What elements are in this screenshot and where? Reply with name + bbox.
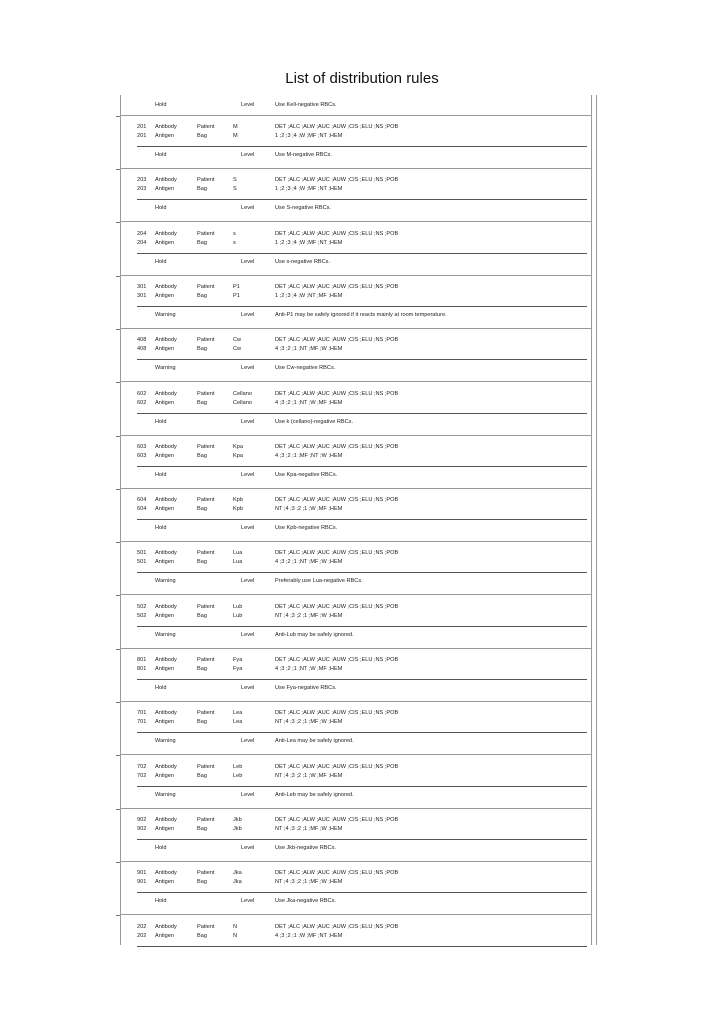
group-separator (121, 221, 591, 222)
item-antigen: Kpa (233, 452, 243, 459)
action-text: Anti-P1 may be safely ignored if it reacts mainly at room temperature. (275, 311, 447, 318)
action-text: Use M-negative RBCs. (275, 152, 332, 158)
action-text: Use s-negative RBCs. (275, 258, 331, 265)
item-antigen: Cellano (233, 390, 252, 397)
group-separator (121, 328, 591, 329)
item-source: Patient (197, 550, 215, 557)
item-antigen: Lua (233, 550, 243, 557)
rule-number: 501 (137, 559, 147, 566)
item-source: Bag (197, 719, 207, 726)
item-source: Patient (197, 337, 215, 344)
row-separator (137, 892, 587, 893)
action-type: Hold (155, 152, 167, 158)
item-antigen: Jka (233, 879, 242, 886)
item-source: Bag (197, 186, 207, 193)
item-source: Bag (197, 612, 207, 619)
item-tests: 4 ;3 ;2 ;1 ;NT ;MF ;W ;HEM (275, 559, 343, 566)
rule-number: 202 (137, 923, 147, 930)
action-text: Use Jkb-negative RBCs. (275, 844, 336, 851)
group-tick (116, 276, 120, 277)
group-separator (121, 381, 591, 382)
rule-number: 204 (137, 239, 147, 246)
group-tick (116, 702, 120, 703)
item-source: Bag (197, 292, 207, 299)
item-antigen: Fya (233, 666, 243, 672)
item-type: Antibody (155, 124, 177, 130)
item-type: Antigen (155, 932, 174, 939)
action-text: Anti-Leb may be safely ignored. (275, 791, 354, 798)
action-text: Use Kpb-negative RBCs. (275, 525, 338, 532)
item-tests: DET ;ALC ;ALW ;AUC ;AUW ;CIS ;ELU ;NS ;POB (275, 923, 399, 930)
item-antigen: s (233, 230, 236, 237)
item-tests: DET ;ALC ;ALW ;AUC ;AUW ;CIS ;ELU ;NS ;POB (275, 763, 399, 770)
group-separator (121, 594, 591, 595)
item-antigen: Jkb (233, 825, 242, 832)
item-type: Antibody (155, 283, 177, 290)
rule-number: 301 (137, 283, 147, 290)
item-tests: NT ;4 ;3 ;2 ;1 ;MF ;W ;HEM (275, 719, 343, 726)
item-type: Antigen (155, 879, 174, 886)
item-source: Patient (197, 870, 215, 877)
item-type: Antibody (155, 177, 177, 184)
rule-number: 408 (137, 346, 147, 353)
action-text: Use k (cellano)-negative RBCs. (275, 418, 354, 425)
action-level: Level (241, 311, 255, 318)
action-type: Hold (155, 258, 167, 265)
item-type: Antigen (155, 133, 174, 139)
rule-number: 502 (137, 603, 147, 610)
table-row (0, 611, 724, 621)
row-separator (137, 253, 587, 254)
action-row (0, 470, 724, 480)
action-row (0, 257, 724, 267)
page-title: List of distribution rules (285, 70, 439, 87)
group-separator (121, 488, 591, 489)
item-antigen: Kpb (233, 506, 243, 513)
rule-number: 702 (137, 772, 147, 779)
row-separator (137, 732, 587, 733)
row-separator (137, 413, 587, 414)
action-type: Hold (155, 685, 167, 691)
group-separator (121, 115, 591, 116)
item-antigen: Jkb (233, 816, 242, 823)
item-type: Antigen (155, 399, 174, 406)
group-separator (121, 808, 591, 809)
rule-number: 801 (137, 657, 147, 663)
item-antigen: N (233, 932, 238, 939)
item-tests: DET ;ALC ;ALW ;AUC ;AUW ;CIS ;ELU ;NS ;POB (275, 230, 399, 237)
rule-number: 604 (137, 506, 147, 513)
group-separator (121, 754, 591, 755)
item-antigen: Jka (233, 870, 242, 877)
row-separator (137, 466, 587, 467)
row-separator (137, 946, 587, 947)
rule-number: 603 (137, 443, 147, 450)
item-type: Antibody (155, 443, 177, 450)
rule-number: 602 (137, 390, 147, 397)
group-tick (116, 116, 120, 117)
rule-number: 701 (137, 719, 147, 726)
item-antigen: Lua (233, 559, 243, 566)
item-source: Bag (197, 346, 207, 353)
group-tick (116, 382, 120, 383)
item-antigen: Cellano (233, 399, 252, 406)
rule-number: 901 (137, 870, 147, 877)
action-type: Warning (155, 578, 176, 585)
group-tick (116, 542, 120, 543)
action-text: Anti-Lea may be safely ignored. (275, 738, 354, 745)
action-type: Warning (155, 365, 176, 372)
action-row (0, 736, 724, 746)
table-row (0, 557, 724, 567)
rule-number: 408 (137, 337, 147, 344)
action-row (0, 363, 724, 373)
rule-number: 201 (137, 124, 147, 130)
item-source: Bag (197, 399, 207, 406)
table-row (0, 451, 724, 461)
item-tests: 1 ;2 ;3 ;4 ;W ;MF ;NT ;HEM (275, 186, 343, 193)
item-type: Antibody (155, 390, 177, 397)
item-antigen: P1 (233, 283, 240, 290)
rule-number: 901 (137, 879, 147, 886)
action-level: Level (241, 631, 255, 638)
item-source: Bag (197, 772, 207, 779)
action-level: Level (241, 578, 255, 585)
row-separator (137, 839, 587, 840)
item-antigen: Leb (233, 772, 243, 779)
item-source: Patient (197, 657, 215, 663)
action-level: Level (241, 685, 255, 691)
group-separator (121, 168, 591, 169)
row-separator (137, 359, 587, 360)
rule-number: 502 (137, 612, 147, 619)
group-separator (121, 914, 591, 915)
action-type: Warning (155, 738, 176, 745)
rule-number: 701 (137, 710, 147, 717)
action-level: Level (241, 791, 255, 798)
item-type: Antibody (155, 497, 177, 504)
group-tick (116, 489, 120, 490)
item-source: Patient (197, 710, 215, 717)
action-level: Level (241, 525, 255, 532)
item-antigen: Lea (233, 719, 243, 726)
group-tick (116, 329, 120, 330)
action-type: Hold (155, 525, 167, 532)
group-tick (116, 649, 120, 650)
item-antigen: Kpb (233, 497, 243, 504)
item-antigen: Cw (233, 346, 242, 353)
group-separator (121, 435, 591, 436)
row-separator (137, 786, 587, 787)
action-text: Use Kell-negative RBCs. (275, 102, 337, 108)
action-text: Use Cw-negative RBCs. (275, 365, 336, 372)
action-text: Use Jka-negative RBCs. (275, 898, 336, 905)
rule-number: 702 (137, 763, 147, 770)
item-tests: 4 ;3 ;2 ;1 ;MF ;NT ;W ;HEM (275, 452, 343, 459)
action-level: Level (241, 258, 255, 265)
item-antigen: Lub (233, 612, 243, 619)
item-tests: NT ;4 ;3 ;2 ;1 ;W ;MF ;HEM (275, 772, 343, 779)
group-separator (121, 861, 591, 862)
item-type: Antibody (155, 230, 177, 237)
row-separator (137, 679, 587, 680)
rule-number: 902 (137, 816, 147, 823)
item-type: Antibody (155, 870, 177, 877)
action-level: Level (241, 471, 255, 478)
item-tests: DET ;ALC ;ALW ;AUC ;AUW ;CIS ;ELU ;NS ;POB (275, 497, 399, 504)
item-type: Antibody (155, 657, 177, 663)
table-row (0, 131, 724, 141)
table-row (0, 877, 724, 887)
group-tick (116, 809, 120, 810)
action-level: Level (241, 898, 255, 905)
item-tests: DET ;ALC ;ALW ;AUC ;AUW ;CIS ;ELU ;NS ;POB (275, 550, 399, 557)
action-type: Hold (155, 471, 167, 478)
item-tests: NT ;4 ;3 ;2 ;1 ;MF ;W ;HEM (275, 612, 343, 619)
action-type: Warning (155, 791, 176, 798)
item-type: Antigen (155, 292, 174, 299)
table-row (0, 398, 724, 408)
table-row (0, 931, 724, 941)
row-separator (137, 146, 587, 147)
table-row (0, 717, 724, 727)
action-type: Warning (155, 311, 176, 318)
item-tests: NT ;4 ;3 ;2 ;1 ;MF ;W ;HEM (275, 825, 343, 832)
rule-number: 203 (137, 186, 147, 193)
item-source: Patient (197, 390, 215, 397)
item-tests: DET ;ALC ;ALW ;AUC ;AUW ;CIS ;ELU ;NS ;POB (275, 124, 399, 130)
table-row (0, 824, 724, 834)
item-source: Patient (197, 763, 215, 770)
item-type: Antibody (155, 816, 177, 823)
group-tick (116, 436, 120, 437)
item-type: Antigen (155, 825, 174, 832)
item-type: Antigen (155, 719, 174, 726)
action-row (0, 203, 724, 213)
row-separator (137, 519, 587, 520)
action-level: Level (241, 738, 255, 745)
item-type: Antibody (155, 550, 177, 557)
item-source: Bag (197, 932, 207, 939)
item-type: Antibody (155, 337, 177, 344)
item-source: Bag (197, 452, 207, 459)
item-source: Bag (197, 825, 207, 832)
action-row (0, 630, 724, 640)
item-type: Antigen (155, 239, 174, 246)
rule-number: 204 (137, 230, 147, 237)
group-separator (121, 541, 591, 542)
item-antigen: Kpa (233, 443, 243, 450)
action-level: Level (241, 844, 255, 851)
item-tests: 1 ;2 ;3 ;4 ;W ;NT ;MF ;HEM (275, 292, 343, 299)
item-tests: DET ;ALC ;ALW ;AUC ;AUW ;CIS ;ELU ;NS ;POB (275, 337, 399, 344)
item-source: Patient (197, 177, 215, 184)
item-tests: 4 ;3 ;2 ;1 ;NT ;MF ;W ;HEM (275, 346, 343, 353)
item-tests: 4 ;3 ;2 ;1 ;NT ;W ;MF ;HEM (275, 399, 343, 406)
action-row (0, 683, 724, 693)
action-level: Level (241, 102, 255, 108)
rule-number: 203 (137, 177, 147, 184)
item-tests: DET ;ALC ;ALW ;AUC ;AUW ;CIS ;ELU ;NS ;POB (275, 657, 399, 663)
action-text: Preferably use Lua-negative RBCs. (275, 578, 363, 585)
item-tests: NT ;4 ;3 ;2 ;1 ;MF ;W ;HEM (275, 879, 343, 886)
item-tests: 1 ;2 ;3 ;4 ;W ;MF ;NT ;HEM (275, 133, 343, 139)
group-tick (116, 595, 120, 596)
item-tests: DET ;ALC ;ALW ;AUC ;AUW ;CIS ;ELU ;NS ;POB (275, 816, 399, 823)
group-separator (121, 648, 591, 649)
item-type: Antigen (155, 559, 174, 566)
group-tick (116, 755, 120, 756)
group-tick (116, 169, 120, 170)
rule-number: 801 (137, 666, 147, 672)
item-type: Antigen (155, 506, 174, 513)
rule-number: 604 (137, 497, 147, 504)
item-source: Bag (197, 506, 207, 513)
item-type: Antigen (155, 772, 174, 779)
item-tests: DET ;ALC ;ALW ;AUC ;AUW ;CIS ;ELU ;NS ;POB (275, 283, 399, 290)
item-tests: 4 ;3 ;2 ;1 ;W ;MF ;NT ;HEM (275, 932, 343, 939)
item-antigen: P1 (233, 292, 240, 299)
action-row (0, 310, 724, 320)
item-type: Antibody (155, 710, 177, 717)
item-source: Bag (197, 879, 207, 886)
action-level: Level (241, 205, 255, 212)
item-source: Bag (197, 133, 207, 139)
action-level: Level (241, 365, 255, 372)
item-antigen: M (233, 133, 238, 139)
item-antigen: Leb (233, 763, 243, 770)
item-type: Antigen (155, 452, 174, 459)
item-source: Bag (197, 239, 207, 246)
row-separator (137, 626, 587, 627)
action-row (0, 523, 724, 533)
action-row (0, 576, 724, 586)
item-type: Antibody (155, 923, 177, 930)
row-separator (137, 306, 587, 307)
action-type: Warning (155, 631, 176, 638)
item-tests: DET ;ALC ;ALW ;AUC ;AUW ;CIS ;ELU ;NS ;POB (275, 710, 399, 717)
row-separator (137, 572, 587, 573)
rule-number: 301 (137, 292, 147, 299)
item-type: Antibody (155, 763, 177, 770)
item-antigen: S (233, 177, 237, 184)
item-tests: 4 ;3 ;2 ;1 ;NT ;W ;MF ;HEM (275, 666, 343, 672)
item-type: Antibody (155, 603, 177, 610)
item-source: Bag (197, 666, 207, 672)
rule-number: 201 (137, 133, 147, 139)
item-source: Patient (197, 497, 215, 504)
action-type: Hold (155, 418, 167, 425)
action-row (0, 150, 724, 160)
item-source: Patient (197, 230, 215, 237)
item-tests: DET ;ALC ;ALW ;AUC ;AUW ;CIS ;ELU ;NS ;POB (275, 390, 399, 397)
action-text: Use S-negative RBCs. (275, 205, 331, 212)
rule-number: 603 (137, 452, 147, 459)
item-tests: DET ;ALC ;ALW ;AUC ;AUW ;CIS ;ELU ;NS ;POB (275, 603, 399, 610)
item-tests: NT ;4 ;3 ;2 ;1 ;W ;MF ;HEM (275, 506, 343, 513)
item-source: Patient (197, 923, 215, 930)
action-type: Hold (155, 844, 167, 851)
group-tick (116, 222, 120, 223)
item-source: Patient (197, 816, 215, 823)
group-separator (121, 275, 591, 276)
item-antigen: s (233, 239, 236, 246)
table-row (0, 664, 724, 674)
table-row (0, 771, 724, 781)
action-row (0, 100, 724, 110)
item-antigen: Lub (233, 603, 243, 610)
action-level: Level (241, 152, 255, 158)
table-row (0, 238, 724, 248)
item-antigen: N (233, 923, 238, 930)
item-type: Antigen (155, 612, 174, 619)
item-type: Antigen (155, 346, 174, 353)
table-row (0, 184, 724, 194)
row-separator (137, 199, 587, 200)
item-antigen: Fya (233, 657, 243, 663)
group-separator (121, 701, 591, 702)
action-row (0, 790, 724, 800)
rule-number: 202 (137, 932, 147, 939)
rule-number: 501 (137, 550, 147, 557)
group-tick (116, 915, 120, 916)
action-text: Use Fya-negative RBCs. (275, 685, 337, 691)
action-row (0, 843, 724, 853)
action-text: Anti-Lub may be safely ignored. (275, 631, 354, 638)
action-level: Level (241, 418, 255, 425)
item-type: Antigen (155, 186, 174, 193)
item-tests: 1 ;2 ;3 ;4 ;W ;MF ;NT ;HEM (275, 239, 343, 246)
action-type: Hold (155, 205, 167, 212)
action-type: Hold (155, 898, 167, 905)
table-row (0, 344, 724, 354)
action-type: Hold (155, 102, 167, 108)
group-tick (116, 862, 120, 863)
item-antigen: S (233, 186, 237, 193)
item-antigen: Cw (233, 337, 242, 344)
item-source: Patient (197, 124, 215, 130)
item-tests: DET ;ALC ;ALW ;AUC ;AUW ;CIS ;ELU ;NS ;POB (275, 870, 399, 877)
item-tests: DET ;ALC ;ALW ;AUC ;AUW ;CIS ;ELU ;NS ;POB (275, 443, 399, 450)
item-tests: DET ;ALC ;ALW ;AUC ;AUW ;CIS ;ELU ;NS ;POB (275, 177, 399, 184)
item-antigen: M (233, 124, 238, 130)
table-row (0, 504, 724, 514)
item-source: Patient (197, 283, 215, 290)
item-antigen: Lea (233, 710, 243, 717)
item-type: Antigen (155, 666, 174, 672)
item-source: Patient (197, 603, 215, 610)
table-row (0, 291, 724, 301)
rule-number: 602 (137, 399, 147, 406)
rule-number: 902 (137, 825, 147, 832)
action-row (0, 417, 724, 427)
item-source: Bag (197, 559, 207, 566)
action-text: Use Kpa-negative RBCs. (275, 471, 338, 478)
action-row (0, 896, 724, 906)
item-source: Patient (197, 443, 215, 450)
